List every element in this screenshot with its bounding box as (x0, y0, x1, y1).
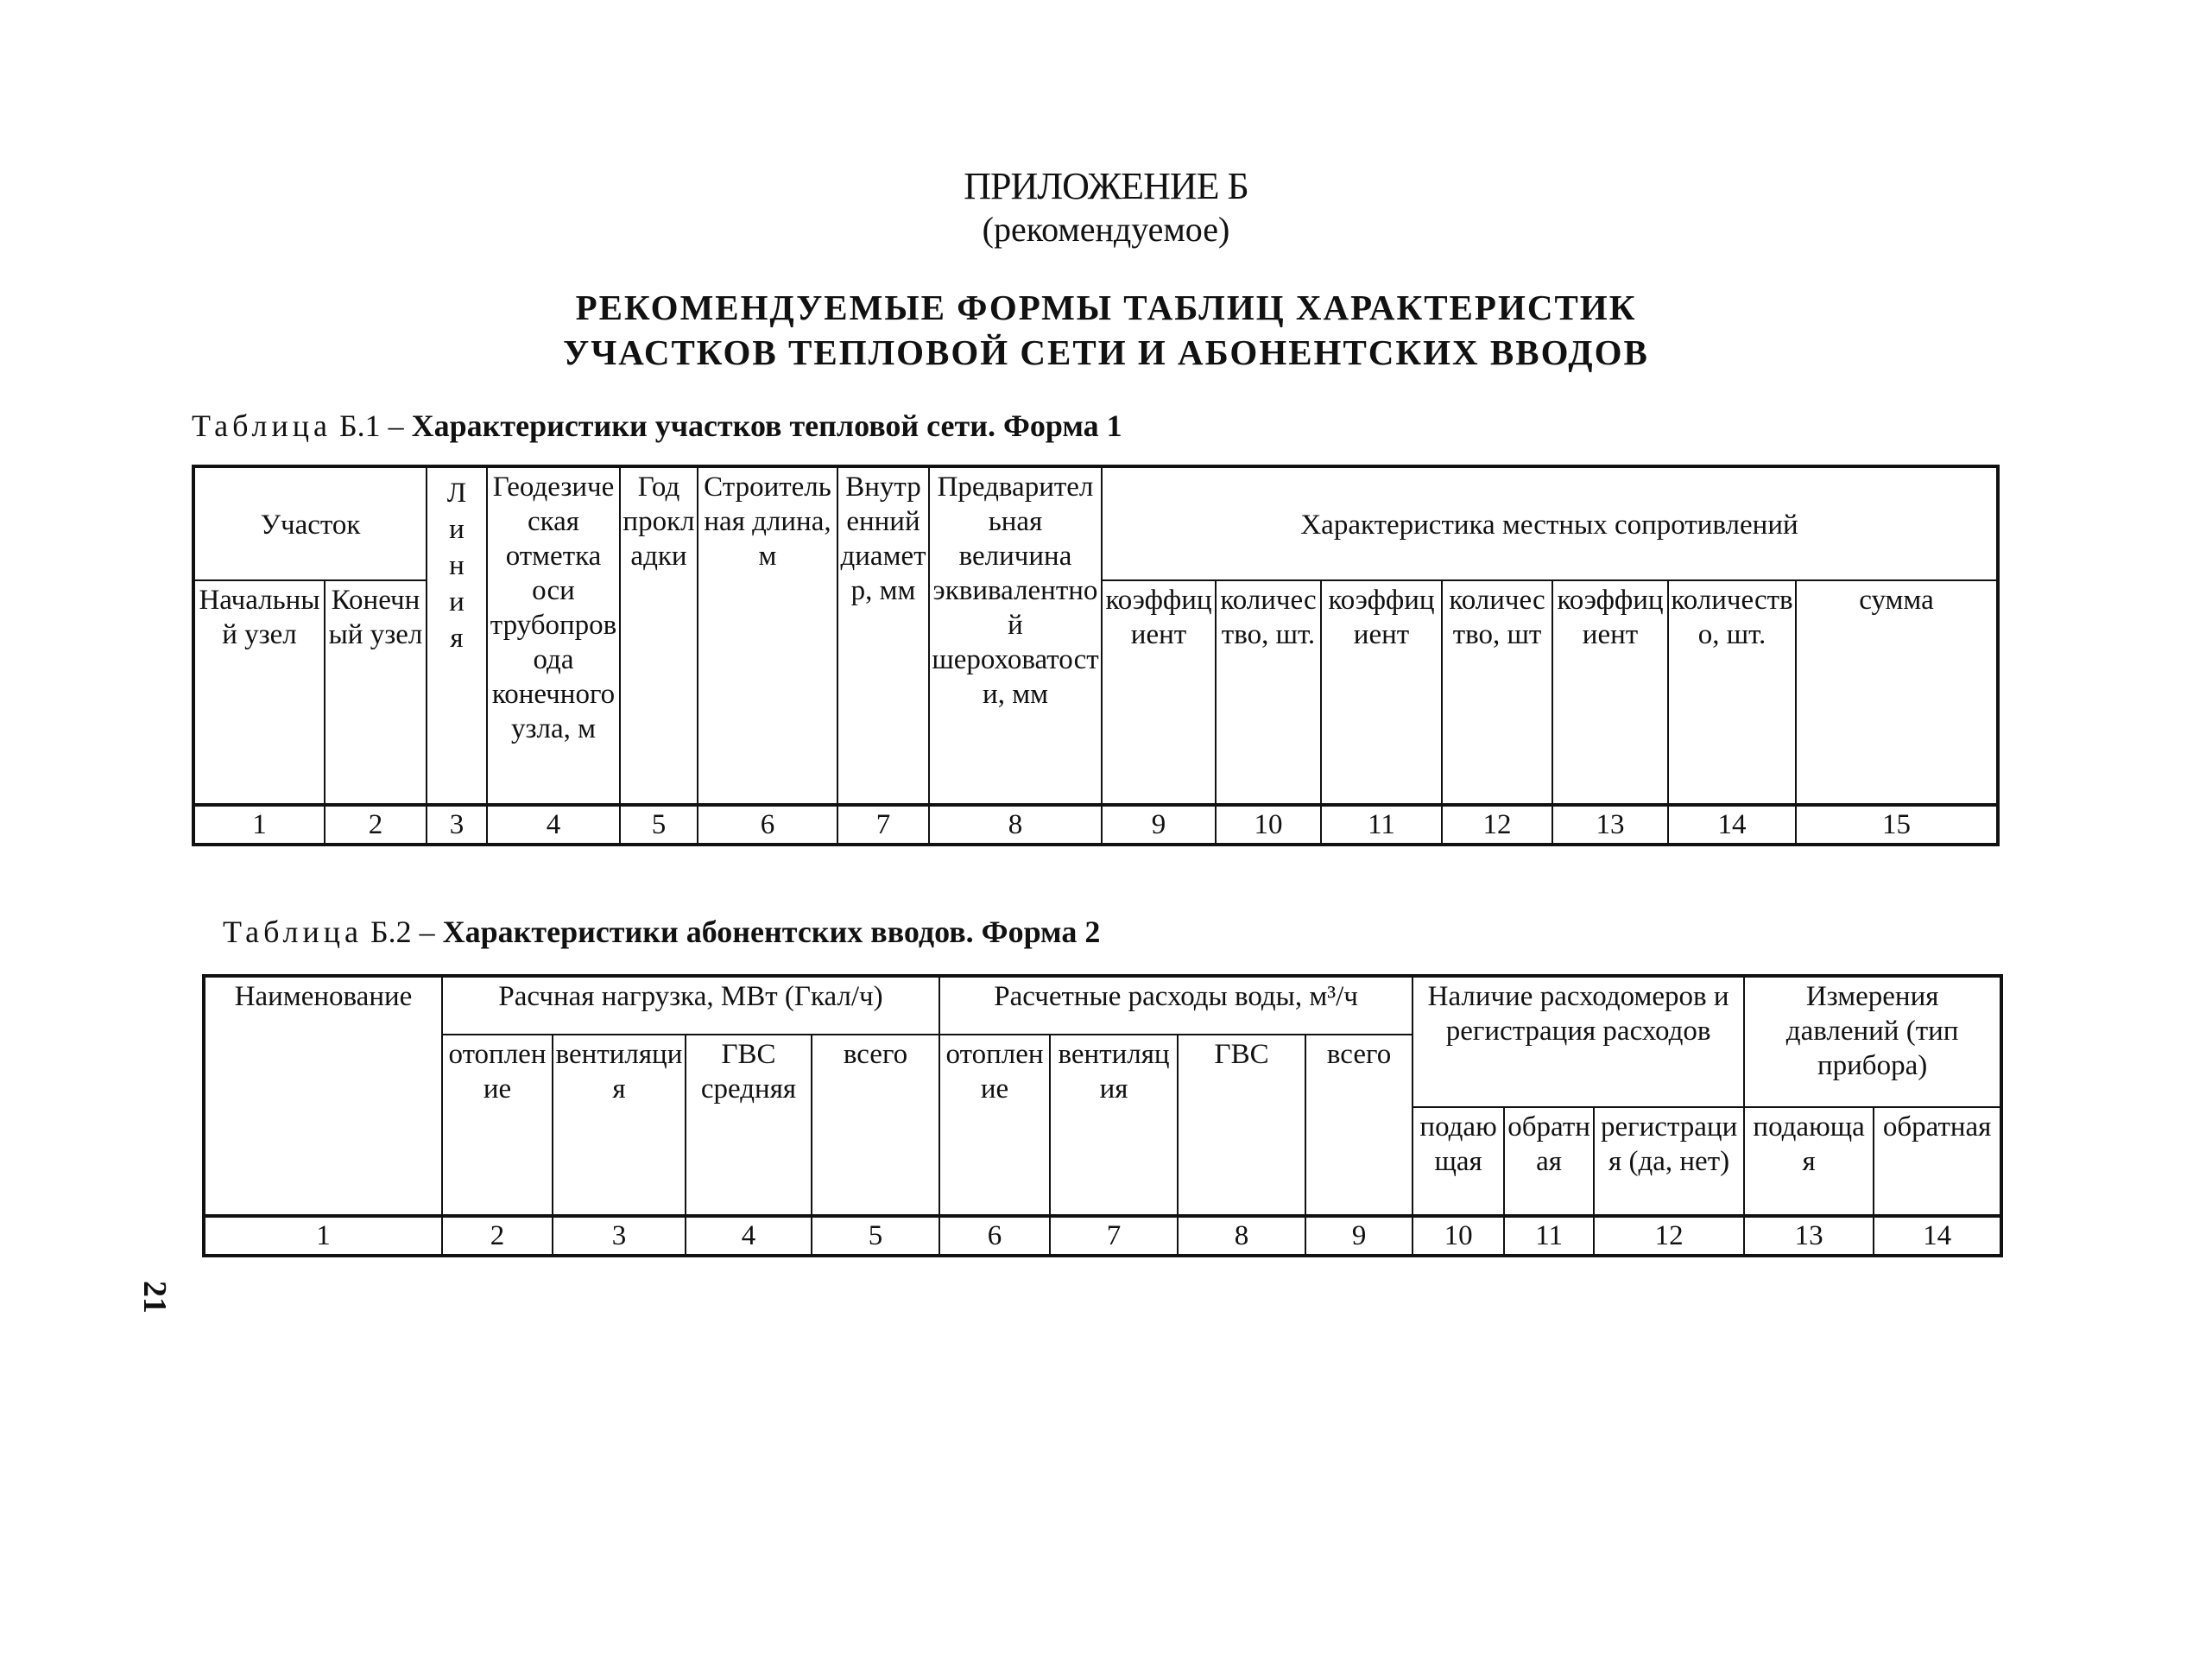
header-coefficient-1: коэффициент (1102, 580, 1216, 805)
header-pressure-return: обратная (1874, 1107, 2001, 1216)
column-number: 9 (1102, 805, 1216, 845)
header-roughness: Предварительная величина эквивалентной шероховатости, мм (929, 466, 1102, 805)
table-1-caption (192, 408, 1122, 444)
main-title-line-2: УЧАСТКОВ ТЕПЛОВОЙ СЕТИ И АБОНЕНТСКИХ ВВОДОВ (563, 332, 1649, 372)
column-number: 12 (1442, 805, 1552, 845)
header-meter-registration: регистрация (да, нет) (1594, 1107, 1744, 1216)
column-number: 11 (1321, 805, 1442, 845)
column-number: 11 (1504, 1216, 1594, 1256)
main-title (0, 285, 2212, 375)
header-ventilation-flow: вентиляция (1050, 1035, 1178, 1216)
caption-number: Б.1 – (338, 408, 404, 443)
header-design-load: Расчная нагрузка, МВт (Гкал/ч) (442, 976, 939, 1035)
column-number: 10 (1413, 1216, 1504, 1256)
header-section: Участок (193, 466, 427, 580)
header-heating-flow: отопление (939, 1035, 1050, 1216)
header-geodesic-mark: Геодезическая отметка оси трубопровода конечного узла, м (487, 466, 620, 805)
header-pressure-measurements: Измерения давлений (тип прибора) (1744, 976, 2001, 1107)
column-number: 8 (1178, 1216, 1305, 1256)
page-number: 21 (136, 1281, 173, 1314)
column-number: 7 (837, 805, 929, 845)
header-coefficient-3: коэффициент (1552, 580, 1668, 805)
header-pressure-supply: подающая (1744, 1107, 1874, 1216)
header-coefficient-2: коэффициент (1321, 580, 1442, 805)
column-number: 4 (686, 1216, 812, 1256)
column-number: 3 (427, 805, 487, 845)
column-number: 15 (1796, 805, 1998, 845)
column-number: 1 (204, 1216, 442, 1256)
column-number: 8 (929, 805, 1102, 845)
header-design-water-flow: Расчетные расходы воды, м³/ч (939, 976, 1413, 1035)
column-number: 3 (553, 1216, 686, 1256)
column-number: 10 (1216, 805, 1321, 845)
column-number: 1 (193, 805, 325, 845)
column-number: 5 (812, 1216, 939, 1256)
column-number: 13 (1552, 805, 1668, 845)
header-meter-supply: подающая (1413, 1107, 1504, 1216)
column-number: 14 (1668, 805, 1796, 845)
column-number: 6 (698, 805, 837, 845)
header-quantity-1: количество, шт. (1216, 580, 1321, 805)
header-laying-year: Год прокладки (620, 466, 698, 805)
main-title-line-1: РЕКОМЕНДУЕМЫЕ ФОРМЫ ТАБЛИЦ ХАРАКТЕРИСТИК (575, 288, 1637, 327)
column-number: 13 (1744, 1216, 1874, 1256)
header-inner-diameter: Внутренний диаметр, мм (837, 466, 929, 805)
header-total-flow: всего (1305, 1035, 1413, 1216)
column-number-row (204, 1216, 2001, 1256)
header-end-node: Конечный узел (325, 580, 427, 805)
column-number: 5 (620, 805, 698, 845)
column-number: 14 (1874, 1216, 2001, 1256)
header-meter-return: обратная (1504, 1107, 1594, 1216)
column-number: 6 (939, 1216, 1050, 1256)
column-number: 7 (1050, 1216, 1178, 1256)
header-heating-load: отопление (442, 1035, 553, 1216)
header-hws-flow: ГВС (1178, 1035, 1305, 1216)
column-number: 12 (1594, 1216, 1744, 1256)
caption-number: Б.2 – (370, 915, 435, 949)
table-1-heat-network-sections (192, 465, 2000, 846)
column-number: 9 (1305, 1216, 1413, 1256)
column-number: 2 (442, 1216, 553, 1256)
caption-title: Характеристики участков тепловой сети. Форма 1 (411, 408, 1122, 443)
header-total-load: всего (812, 1035, 939, 1216)
appendix-subtitle: (рекомендуемое) (982, 210, 1230, 249)
header-hws-average-load: ГВС средняя (686, 1035, 812, 1216)
appendix-title: ПРИЛОЖЕНИЕ Б (964, 165, 1248, 207)
caption-title: Характеристики абонентских вводов. Форма 2 (442, 915, 1101, 949)
caption-label: Таблица (223, 915, 363, 949)
table-2-subscriber-inputs (202, 974, 2003, 1257)
caption-label: Таблица (192, 408, 332, 443)
header-name: Наименование (204, 976, 442, 1216)
header-quantity-2: количество, шт (1442, 580, 1552, 805)
column-number-row (193, 805, 1998, 845)
table-2-caption (223, 914, 1100, 950)
header-start-node: Начальный узел (193, 580, 325, 805)
column-number: 2 (325, 805, 427, 845)
header-line: Л и н и я (427, 466, 487, 805)
header-quantity-3: количество, шт. (1668, 580, 1796, 805)
header-sum: сумма (1796, 580, 1998, 805)
column-number: 4 (487, 805, 620, 845)
header-local-resistances: Характеристика местных сопротивлений (1102, 466, 1998, 580)
header-flowmeters: Наличие расходомеров и регистрация расходов (1413, 976, 1744, 1107)
header-ventilation-load: вентиляция (553, 1035, 686, 1216)
header-construction-length: Строительная длина, м (698, 466, 837, 805)
